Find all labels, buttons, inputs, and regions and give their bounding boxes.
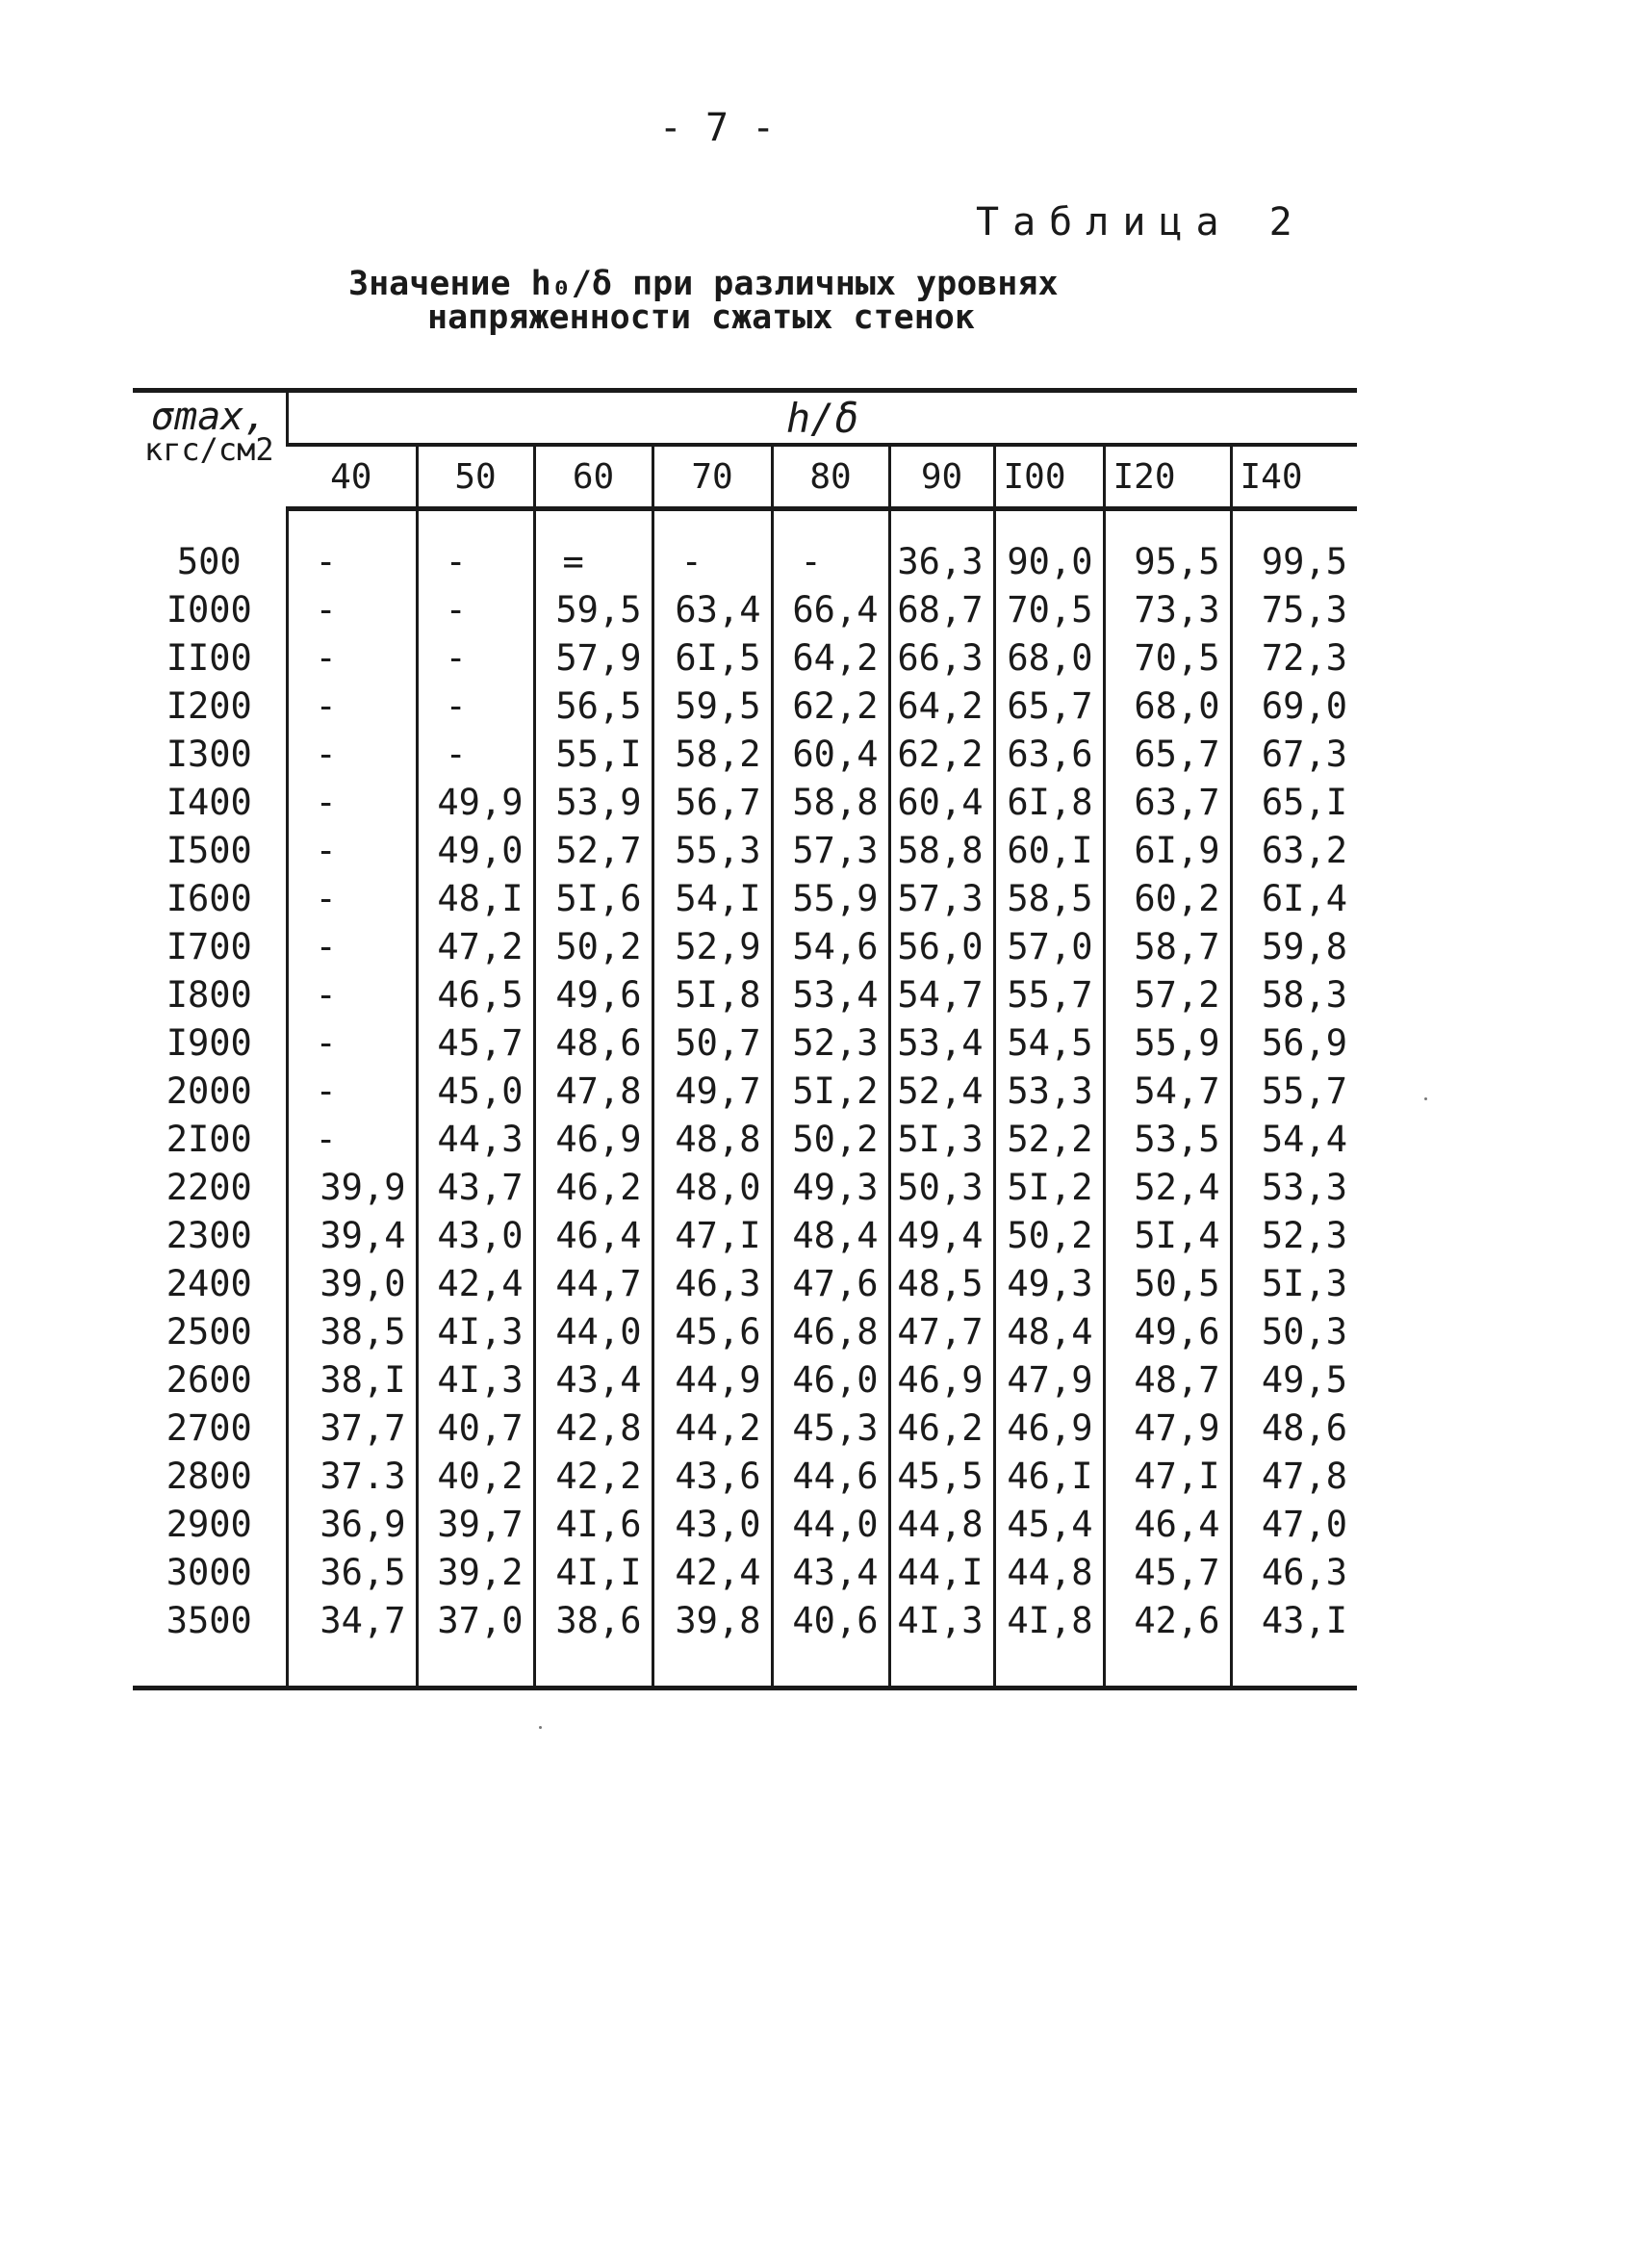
- value-cell: 47,6: [772, 1260, 889, 1308]
- value-cell: 52,4: [889, 1068, 994, 1116]
- value-cell: 46,2: [534, 1164, 652, 1212]
- table-filler-cell: [287, 509, 417, 539]
- value-cell: 50,2: [994, 1212, 1104, 1260]
- value-cell: 45,3: [772, 1405, 889, 1453]
- value-cell: 36,3: [889, 538, 994, 586]
- value-cell: 37,0: [417, 1597, 534, 1645]
- value-cell: 6I,9: [1104, 827, 1231, 875]
- value-cell: 52,3: [772, 1019, 889, 1068]
- stress-cell: 2500: [166, 1311, 252, 1353]
- value-cell: 5I,6: [534, 875, 652, 923]
- table-row: [133, 923, 1357, 971]
- table-filler-cell: [652, 1645, 772, 1688]
- value-cell: 63,2: [1231, 827, 1357, 875]
- value-cell: 42,4: [652, 1549, 772, 1597]
- value-cell: 60,2: [1104, 875, 1231, 923]
- value-cell: 54,7: [1104, 1068, 1231, 1116]
- value-cell: 54,7: [889, 971, 994, 1019]
- table-row: [133, 586, 1357, 634]
- value-cell: 70,5: [1104, 634, 1231, 683]
- value-cell: 42,6: [1104, 1597, 1231, 1645]
- stress-cell: 2000: [166, 1070, 252, 1112]
- table-filler-cell: [287, 1645, 417, 1688]
- value-cell: 45,7: [417, 1019, 534, 1068]
- value-cell: 56,9: [1231, 1019, 1357, 1068]
- value-cell: 43,6: [652, 1453, 772, 1501]
- value-cell: 73,3: [1104, 586, 1231, 634]
- value-cell: 46,3: [1231, 1549, 1357, 1597]
- value-cell: 48,I: [417, 875, 534, 923]
- table-row: [133, 779, 1357, 827]
- table-filler-cell: [1104, 1645, 1231, 1688]
- value-cell: 5I,3: [1231, 1260, 1357, 1308]
- value-cell: 6I,8: [994, 779, 1104, 827]
- value-cell: 49,7: [652, 1068, 772, 1116]
- value-cell: 66,4: [772, 586, 889, 634]
- table-filler-cell: [1104, 509, 1231, 539]
- value-cell: 47,7: [889, 1308, 994, 1356]
- stress-cell: 2900: [166, 1504, 252, 1545]
- value-cell: 58,7: [1104, 923, 1231, 971]
- stress-cell: I900: [166, 1022, 252, 1064]
- value-cell: -: [287, 1068, 417, 1116]
- value-cell: 38,6: [534, 1597, 652, 1645]
- value-cell: 44,0: [534, 1308, 652, 1356]
- value-cell: 54,I: [652, 875, 772, 923]
- value-cell: 39,7: [417, 1501, 534, 1549]
- stress-cell: 3500: [166, 1600, 252, 1641]
- value-cell: 57,2: [1104, 971, 1231, 1019]
- value-cell: 63,7: [1104, 779, 1231, 827]
- value-cell: 38,5: [287, 1308, 417, 1356]
- value-cell: 43,4: [772, 1549, 889, 1597]
- value-cell: 5I,8: [652, 971, 772, 1019]
- caption-line-2: напряженности сжатых стенок: [427, 298, 975, 337]
- value-cell: 36,5: [287, 1549, 417, 1597]
- value-cell: 56,0: [889, 923, 994, 971]
- table-row: [133, 1405, 1357, 1453]
- value-cell: 39,9: [287, 1164, 417, 1212]
- value-cell: 44,6: [772, 1453, 889, 1501]
- value-cell: 49,4: [889, 1212, 994, 1260]
- table-filler-cell: [133, 509, 287, 539]
- stress-cell: I800: [166, 974, 252, 1016]
- value-cell: 47,8: [1231, 1453, 1357, 1501]
- value-cell: 43,0: [417, 1212, 534, 1260]
- value-cell: 75,3: [1231, 586, 1357, 634]
- value-cell: 48,8: [652, 1116, 772, 1164]
- value-cell: 50,2: [534, 923, 652, 971]
- value-cell: 5I,3: [889, 1116, 994, 1164]
- table-filler-cell: [133, 1645, 287, 1688]
- stress-cell: II00: [166, 637, 252, 679]
- value-cell: 44,I: [889, 1549, 994, 1597]
- value-cell: 49,3: [994, 1260, 1104, 1308]
- value-cell: 60,4: [772, 731, 889, 779]
- column-header: I00: [994, 445, 1104, 509]
- value-cell: -: [287, 731, 417, 779]
- table-caption: [327, 265, 1386, 337]
- table-row: [133, 1260, 1357, 1308]
- value-cell: 58,5: [994, 875, 1104, 923]
- value-cell: 44,0: [772, 1501, 889, 1549]
- value-cell: 58,3: [1231, 971, 1357, 1019]
- table-label: Таблица 2: [976, 200, 1306, 245]
- value-cell: 44,3: [417, 1116, 534, 1164]
- value-cell: 50,3: [1231, 1308, 1357, 1356]
- table-filler-cell: [534, 1645, 652, 1688]
- table-row: [133, 827, 1357, 875]
- stress-cell: I700: [166, 926, 252, 967]
- value-cell: 53,3: [1231, 1164, 1357, 1212]
- value-cell: 68,7: [889, 586, 994, 634]
- table-row: [133, 1308, 1357, 1356]
- value-cell: 44,8: [994, 1549, 1104, 1597]
- value-cell: 48,7: [1104, 1356, 1231, 1405]
- stress-cell: I000: [166, 589, 252, 631]
- stress-cell: 500: [176, 541, 242, 582]
- value-cell: 48,6: [534, 1019, 652, 1068]
- value-cell: -: [287, 683, 417, 731]
- value-cell: 65,I: [1231, 779, 1357, 827]
- value-cell: -: [417, 586, 534, 634]
- value-cell: -: [417, 538, 534, 586]
- value-cell: 57,0: [994, 923, 1104, 971]
- column-header: I40: [1231, 445, 1357, 509]
- value-cell: 46,9: [994, 1405, 1104, 1453]
- value-cell: -: [287, 827, 417, 875]
- value-cell: 52,4: [1104, 1164, 1231, 1212]
- value-cell: 44,7: [534, 1260, 652, 1308]
- table-row: [133, 1597, 1357, 1645]
- value-cell: 55,I: [534, 731, 652, 779]
- value-cell: 46,5: [417, 971, 534, 1019]
- value-cell: 64,2: [889, 683, 994, 731]
- value-cell: 46,4: [534, 1212, 652, 1260]
- value-cell: -: [417, 731, 534, 779]
- table-filler-cell: [1231, 1645, 1357, 1688]
- column-header: 80: [772, 445, 889, 509]
- value-cell: 48,0: [652, 1164, 772, 1212]
- table-filler-cell: [417, 1645, 534, 1688]
- value-cell: 47,I: [652, 1212, 772, 1260]
- table-row: [133, 1164, 1357, 1212]
- value-cell: 63,6: [994, 731, 1104, 779]
- value-cell: 95,5: [1104, 538, 1231, 586]
- table-row: [133, 634, 1357, 683]
- value-cell: 58,8: [772, 779, 889, 827]
- value-cell: 42,4: [417, 1260, 534, 1308]
- value-cell: 43,4: [534, 1356, 652, 1405]
- value-cell: 60,I: [994, 827, 1104, 875]
- value-cell: 65,7: [1104, 731, 1231, 779]
- stress-cell: 2700: [166, 1407, 252, 1449]
- row-header-symbol: σmax,: [151, 395, 268, 439]
- table-filler-cell: [889, 1645, 994, 1688]
- value-cell: 39,0: [287, 1260, 417, 1308]
- value-cell: 68,0: [1104, 683, 1231, 731]
- value-cell: 53,9: [534, 779, 652, 827]
- table-row: [133, 1116, 1357, 1164]
- value-cell: 53,3: [994, 1068, 1104, 1116]
- stress-cell: 2600: [166, 1359, 252, 1401]
- value-cell: 44,9: [652, 1356, 772, 1405]
- value-cell: 49,9: [417, 779, 534, 827]
- value-cell: 40,2: [417, 1453, 534, 1501]
- value-cell: 99,5: [1231, 538, 1357, 586]
- value-cell: 67,3: [1231, 731, 1357, 779]
- table-filler-cell: [1231, 509, 1357, 539]
- value-cell: 39,4: [287, 1212, 417, 1260]
- value-cell: -: [287, 634, 417, 683]
- value-cell: 52,7: [534, 827, 652, 875]
- value-cell: 5I,4: [1104, 1212, 1231, 1260]
- value-cell: 48,4: [772, 1212, 889, 1260]
- value-cell: 42,2: [534, 1453, 652, 1501]
- value-cell: -: [287, 923, 417, 971]
- value-cell: 54,5: [994, 1019, 1104, 1068]
- value-cell: 46,3: [652, 1260, 772, 1308]
- value-cell: 38,I: [287, 1356, 417, 1405]
- value-cell: 59,5: [652, 683, 772, 731]
- value-cell: -: [287, 1019, 417, 1068]
- table-row: [133, 1068, 1357, 1116]
- stress-cell: 3000: [166, 1552, 252, 1593]
- stress-cell: 2200: [166, 1167, 252, 1208]
- value-cell: 37,7: [287, 1405, 417, 1453]
- value-cell: 54,6: [772, 923, 889, 971]
- value-cell: 45,0: [417, 1068, 534, 1116]
- value-cell: 53,4: [889, 1019, 994, 1068]
- value-cell: 47,I: [1104, 1453, 1231, 1501]
- value-cell: 48,5: [889, 1260, 994, 1308]
- value-cell: 4I,8: [994, 1597, 1104, 1645]
- value-cell: 49,6: [1104, 1308, 1231, 1356]
- table-row: [133, 683, 1357, 731]
- value-cell: 49,5: [1231, 1356, 1357, 1405]
- value-cell: -: [287, 971, 417, 1019]
- value-cell: 44,8: [889, 1501, 994, 1549]
- value-cell: 36,9: [287, 1501, 417, 1549]
- value-cell: 45,7: [1104, 1549, 1231, 1597]
- value-cell: -: [417, 634, 534, 683]
- value-cell: 47,9: [994, 1356, 1104, 1405]
- value-cell: 48,6: [1231, 1405, 1357, 1453]
- value-cell: 6I,5: [652, 634, 772, 683]
- value-cell: 46,9: [889, 1356, 994, 1405]
- scan-speck: [1424, 1097, 1427, 1100]
- value-cell: 45,5: [889, 1453, 994, 1501]
- value-cell: 53,4: [772, 971, 889, 1019]
- value-cell: 6I,4: [1231, 875, 1357, 923]
- stress-cell: I600: [166, 878, 252, 919]
- value-cell: 47,0: [1231, 1501, 1357, 1549]
- value-cell: 48,4: [994, 1308, 1104, 1356]
- value-cell: 90,0: [994, 538, 1104, 586]
- value-cell: -: [652, 538, 772, 586]
- value-cell: 4I,3: [417, 1356, 534, 1405]
- value-cell: 47,2: [417, 923, 534, 971]
- column-header: 40: [287, 445, 417, 509]
- value-cell: 50,3: [889, 1164, 994, 1212]
- value-cell: 63,4: [652, 586, 772, 634]
- table-row: [133, 1501, 1357, 1549]
- value-cell: 66,3: [889, 634, 994, 683]
- value-cell: 52,2: [994, 1116, 1104, 1164]
- value-cell: =: [534, 538, 652, 586]
- table-row: [133, 1212, 1357, 1260]
- table-filler-cell: [994, 509, 1104, 539]
- table-row: [133, 971, 1357, 1019]
- value-cell: 4I,6: [534, 1501, 652, 1549]
- value-cell: 55,3: [652, 827, 772, 875]
- value-cell: -: [287, 1116, 417, 1164]
- value-cell: 4I,I: [534, 1549, 652, 1597]
- value-cell: 62,2: [889, 731, 994, 779]
- value-cell: 58,8: [889, 827, 994, 875]
- value-cell: 49,0: [417, 827, 534, 875]
- table-filler-cell: [534, 509, 652, 539]
- value-cell: 46,8: [772, 1308, 889, 1356]
- value-cell: 45,4: [994, 1501, 1104, 1549]
- table-row: [133, 1019, 1357, 1068]
- value-cell: 50,7: [652, 1019, 772, 1068]
- value-cell: 57,3: [889, 875, 994, 923]
- row-header-unit: кгс/см2: [143, 431, 274, 468]
- table-filler-cell: [652, 509, 772, 539]
- value-cell: 46,9: [534, 1116, 652, 1164]
- value-cell: 50,2: [772, 1116, 889, 1164]
- column-header: 60: [534, 445, 652, 509]
- value-cell: 57,3: [772, 827, 889, 875]
- value-cell: 55,9: [1104, 1019, 1231, 1068]
- stress-cell: 2I00: [166, 1119, 252, 1160]
- stress-cell: I300: [166, 734, 252, 775]
- column-header: 90: [889, 445, 994, 509]
- column-header: 50: [417, 445, 534, 509]
- value-cell: 5I,2: [994, 1164, 1104, 1212]
- value-cell: 70,5: [994, 586, 1104, 634]
- stress-cell: I500: [166, 830, 252, 871]
- value-cell: 57,9: [534, 634, 652, 683]
- table-row: [133, 1356, 1357, 1405]
- stress-ratio-table: [133, 388, 1357, 1690]
- value-cell: 65,7: [994, 683, 1104, 731]
- table-filler-cell: [889, 509, 994, 539]
- stress-cell: 2400: [166, 1263, 252, 1304]
- value-cell: 39,2: [417, 1549, 534, 1597]
- column-header: I20: [1104, 445, 1231, 509]
- value-cell: 39,8: [652, 1597, 772, 1645]
- value-cell: 53,5: [1104, 1116, 1231, 1164]
- stress-cell: I400: [166, 782, 252, 823]
- table-filler-cell: [772, 509, 889, 539]
- value-cell: 55,9: [772, 875, 889, 923]
- value-cell: 72,3: [1231, 634, 1357, 683]
- value-cell: 46,I: [994, 1453, 1104, 1501]
- value-cell: 49,3: [772, 1164, 889, 1212]
- value-cell: 46,4: [1104, 1501, 1231, 1549]
- value-cell: -: [417, 683, 534, 731]
- value-cell: 52,3: [1231, 1212, 1357, 1260]
- table-filler-cell: [772, 1645, 889, 1688]
- column-group-header: h/δ: [287, 391, 1357, 446]
- value-cell: -: [287, 538, 417, 586]
- table-row: [133, 1453, 1357, 1501]
- row-header-cell: [133, 391, 287, 509]
- stress-cell: I200: [166, 685, 252, 727]
- value-cell: -: [287, 779, 417, 827]
- value-cell: 68,0: [994, 634, 1104, 683]
- value-cell: 50,5: [1104, 1260, 1231, 1308]
- value-cell: 5I,2: [772, 1068, 889, 1116]
- page-number: - 7 -: [658, 106, 776, 150]
- value-cell: 34,7: [287, 1597, 417, 1645]
- value-cell: 43,I: [1231, 1597, 1357, 1645]
- value-cell: 62,2: [772, 683, 889, 731]
- value-cell: 59,8: [1231, 923, 1357, 971]
- value-cell: 55,7: [994, 971, 1104, 1019]
- value-cell: 43,7: [417, 1164, 534, 1212]
- stress-cell: 2300: [166, 1215, 252, 1256]
- value-cell: 56,7: [652, 779, 772, 827]
- value-cell: 64,2: [772, 634, 889, 683]
- value-cell: 49,6: [534, 971, 652, 1019]
- caption-line-1: Значение h₀/δ при различных уровнях: [348, 265, 1059, 303]
- value-cell: 59,5: [534, 586, 652, 634]
- value-cell: 42,8: [534, 1405, 652, 1453]
- value-cell: 4I,3: [417, 1308, 534, 1356]
- value-cell: 37.3: [287, 1453, 417, 1501]
- value-cell: -: [287, 586, 417, 634]
- value-cell: 69,0: [1231, 683, 1357, 731]
- value-cell: 55,7: [1231, 1068, 1357, 1116]
- value-cell: 40,7: [417, 1405, 534, 1453]
- value-cell: -: [772, 538, 889, 586]
- value-cell: 47,9: [1104, 1405, 1231, 1453]
- value-cell: 46,0: [772, 1356, 889, 1405]
- value-cell: 4I,3: [889, 1597, 994, 1645]
- value-cell: 40,6: [772, 1597, 889, 1645]
- table-row: [133, 731, 1357, 779]
- value-cell: 60,4: [889, 779, 994, 827]
- value-cell: 54,4: [1231, 1116, 1357, 1164]
- table-row: [133, 538, 1357, 586]
- value-cell: 58,2: [652, 731, 772, 779]
- table-filler-cell: [994, 1645, 1104, 1688]
- value-cell: 45,6: [652, 1308, 772, 1356]
- value-cell: 56,5: [534, 683, 652, 731]
- value-cell: 43,0: [652, 1501, 772, 1549]
- value-cell: 52,9: [652, 923, 772, 971]
- table-filler-cell: [417, 509, 534, 539]
- scan-speck: [539, 1726, 542, 1729]
- column-header: 70: [652, 445, 772, 509]
- stress-cell: 2800: [166, 1456, 252, 1497]
- value-cell: 44,2: [652, 1405, 772, 1453]
- value-cell: -: [287, 875, 417, 923]
- value-cell: 46,2: [889, 1405, 994, 1453]
- table-row: [133, 1549, 1357, 1597]
- value-cell: 47,8: [534, 1068, 652, 1116]
- table-row: [133, 875, 1357, 923]
